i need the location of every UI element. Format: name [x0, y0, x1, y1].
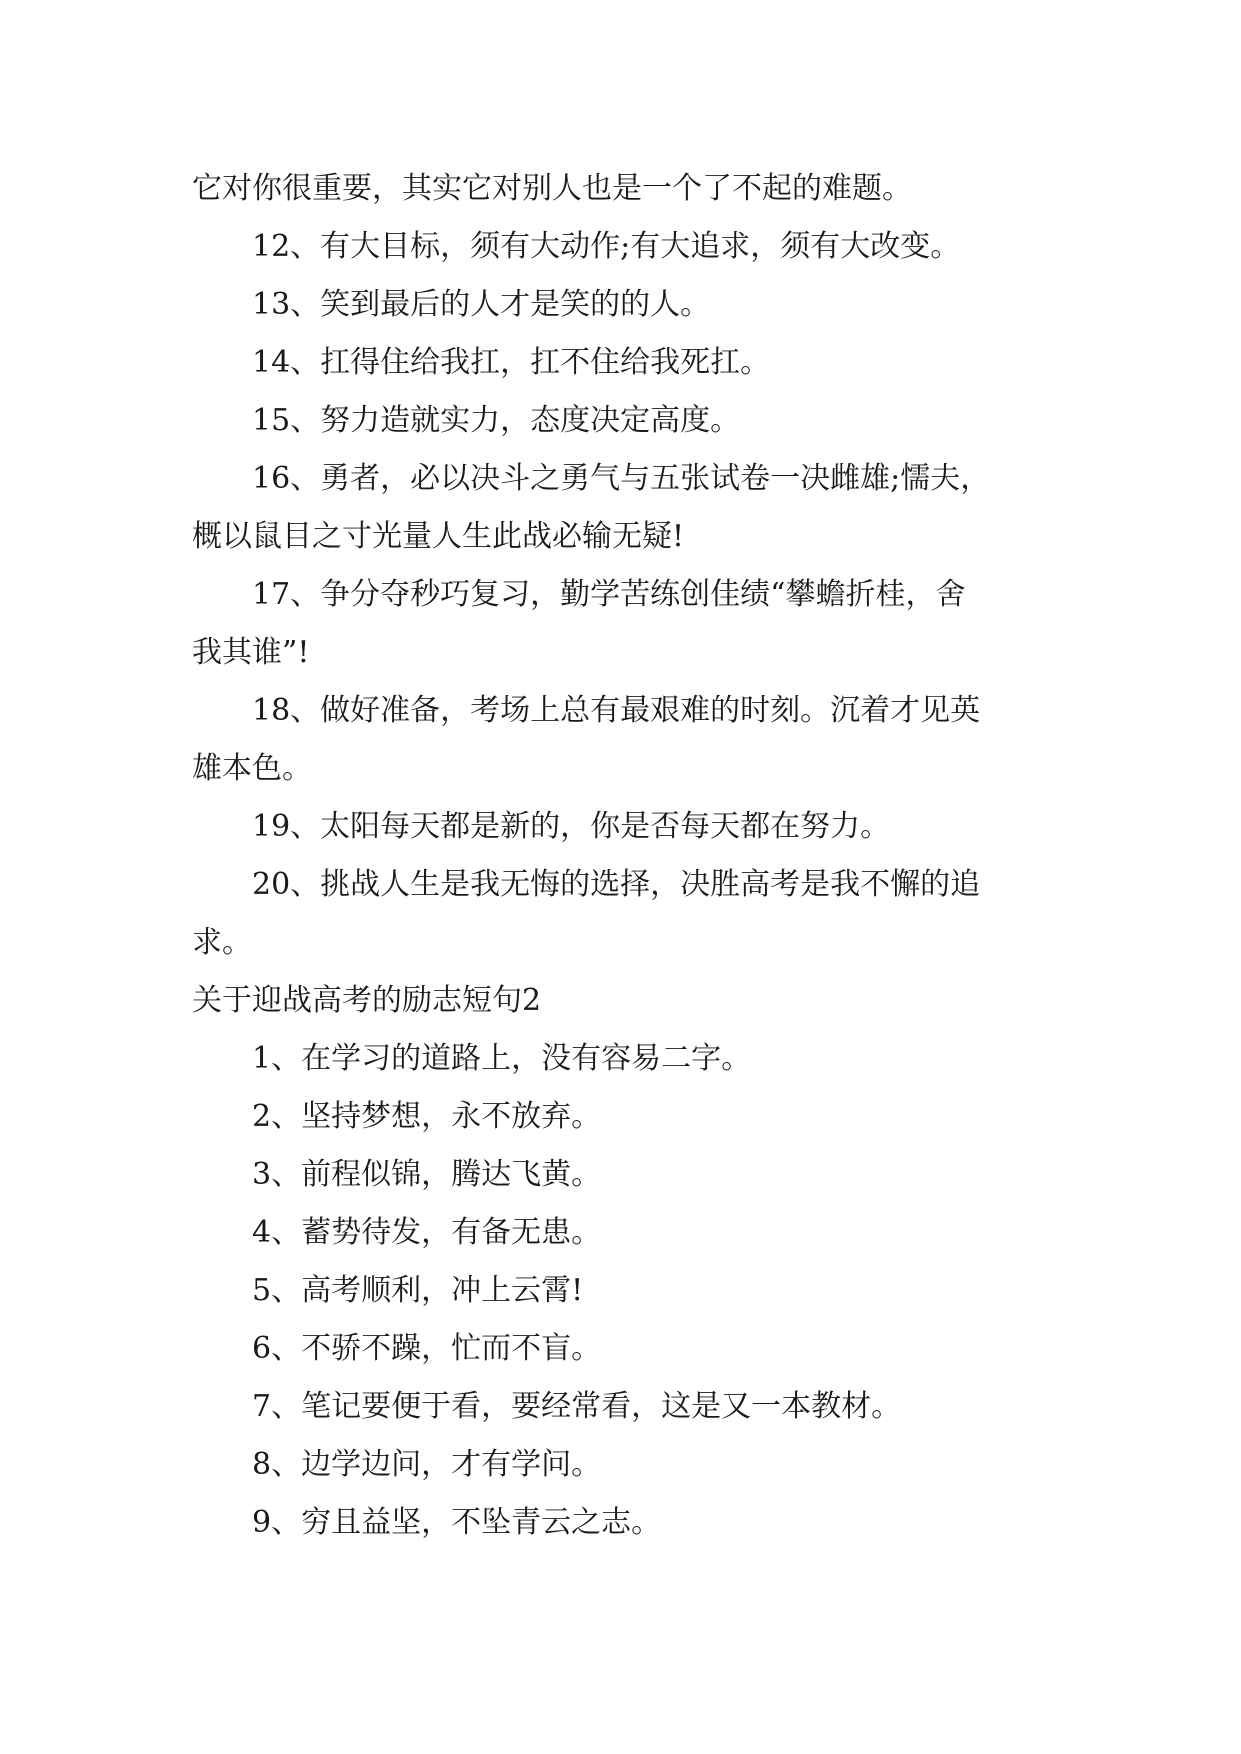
paragraph-line: 5、高考顺利，冲上云霄!: [252, 1273, 584, 1308]
paragraph-line: 15、努力造就实力，态度决定高度。: [252, 403, 741, 438]
paragraph-line: 8、边学边问，才有学问。: [252, 1447, 602, 1482]
paragraph-line: 18、做好准备，考场上总有最艰难的时刻。沉着才见英: [252, 693, 981, 728]
paragraph-line: 13、笑到最后的人才是笑的的人。: [252, 287, 711, 322]
paragraph-line: 求。: [192, 925, 252, 960]
paragraph-line: 雄本色。: [192, 751, 312, 786]
paragraph-line: 2、坚持梦想，永不放弃。: [252, 1099, 602, 1134]
section-heading: 关于迎战高考的励志短句2: [192, 983, 542, 1018]
paragraph-line: 3、前程似锦，腾达飞黄。: [252, 1157, 602, 1192]
paragraph-line: 它对你很重要，其实它对别人也是一个了不起的难题。: [192, 171, 912, 206]
document-body: [192, 160, 1072, 1552]
paragraph-line: 12、有大目标，须有大动作;有大追求，须有大改变。: [252, 229, 961, 264]
paragraph-line: 我其谁”!: [192, 635, 310, 670]
paragraph-line: 概以鼠目之寸光量人生此战必输无疑!: [192, 519, 685, 554]
paragraph-line: 17、争分夺秒巧复习，勤学苦练创佳绩“攀蟾折桂，舍: [252, 577, 966, 612]
paragraph-line: 4、蓄势待发，有备无患。: [252, 1215, 602, 1250]
paragraph-line: 6、不骄不躁，忙而不盲。: [252, 1331, 602, 1366]
paragraph-line: 9、穷且益坚，不坠青云之志。: [252, 1505, 662, 1540]
paragraph-line: 16、勇者，必以决斗之勇气与五张试卷一决雌雄;懦夫，: [252, 461, 991, 496]
paragraph-line: 20、挑战人生是我无悔的选择，决胜高考是我不懈的追: [252, 867, 981, 902]
paragraph-line: 14、扛得住给我扛，扛不住给我死扛。: [252, 345, 771, 380]
paragraph-line: 1、在学习的道路上，没有容易二字。: [252, 1041, 752, 1076]
paragraph-line: 7、笔记要便于看，要经常看，这是又一本教材。: [252, 1389, 902, 1424]
paragraph-line: 19、太阳每天都是新的，你是否每天都在努力。: [252, 809, 891, 844]
